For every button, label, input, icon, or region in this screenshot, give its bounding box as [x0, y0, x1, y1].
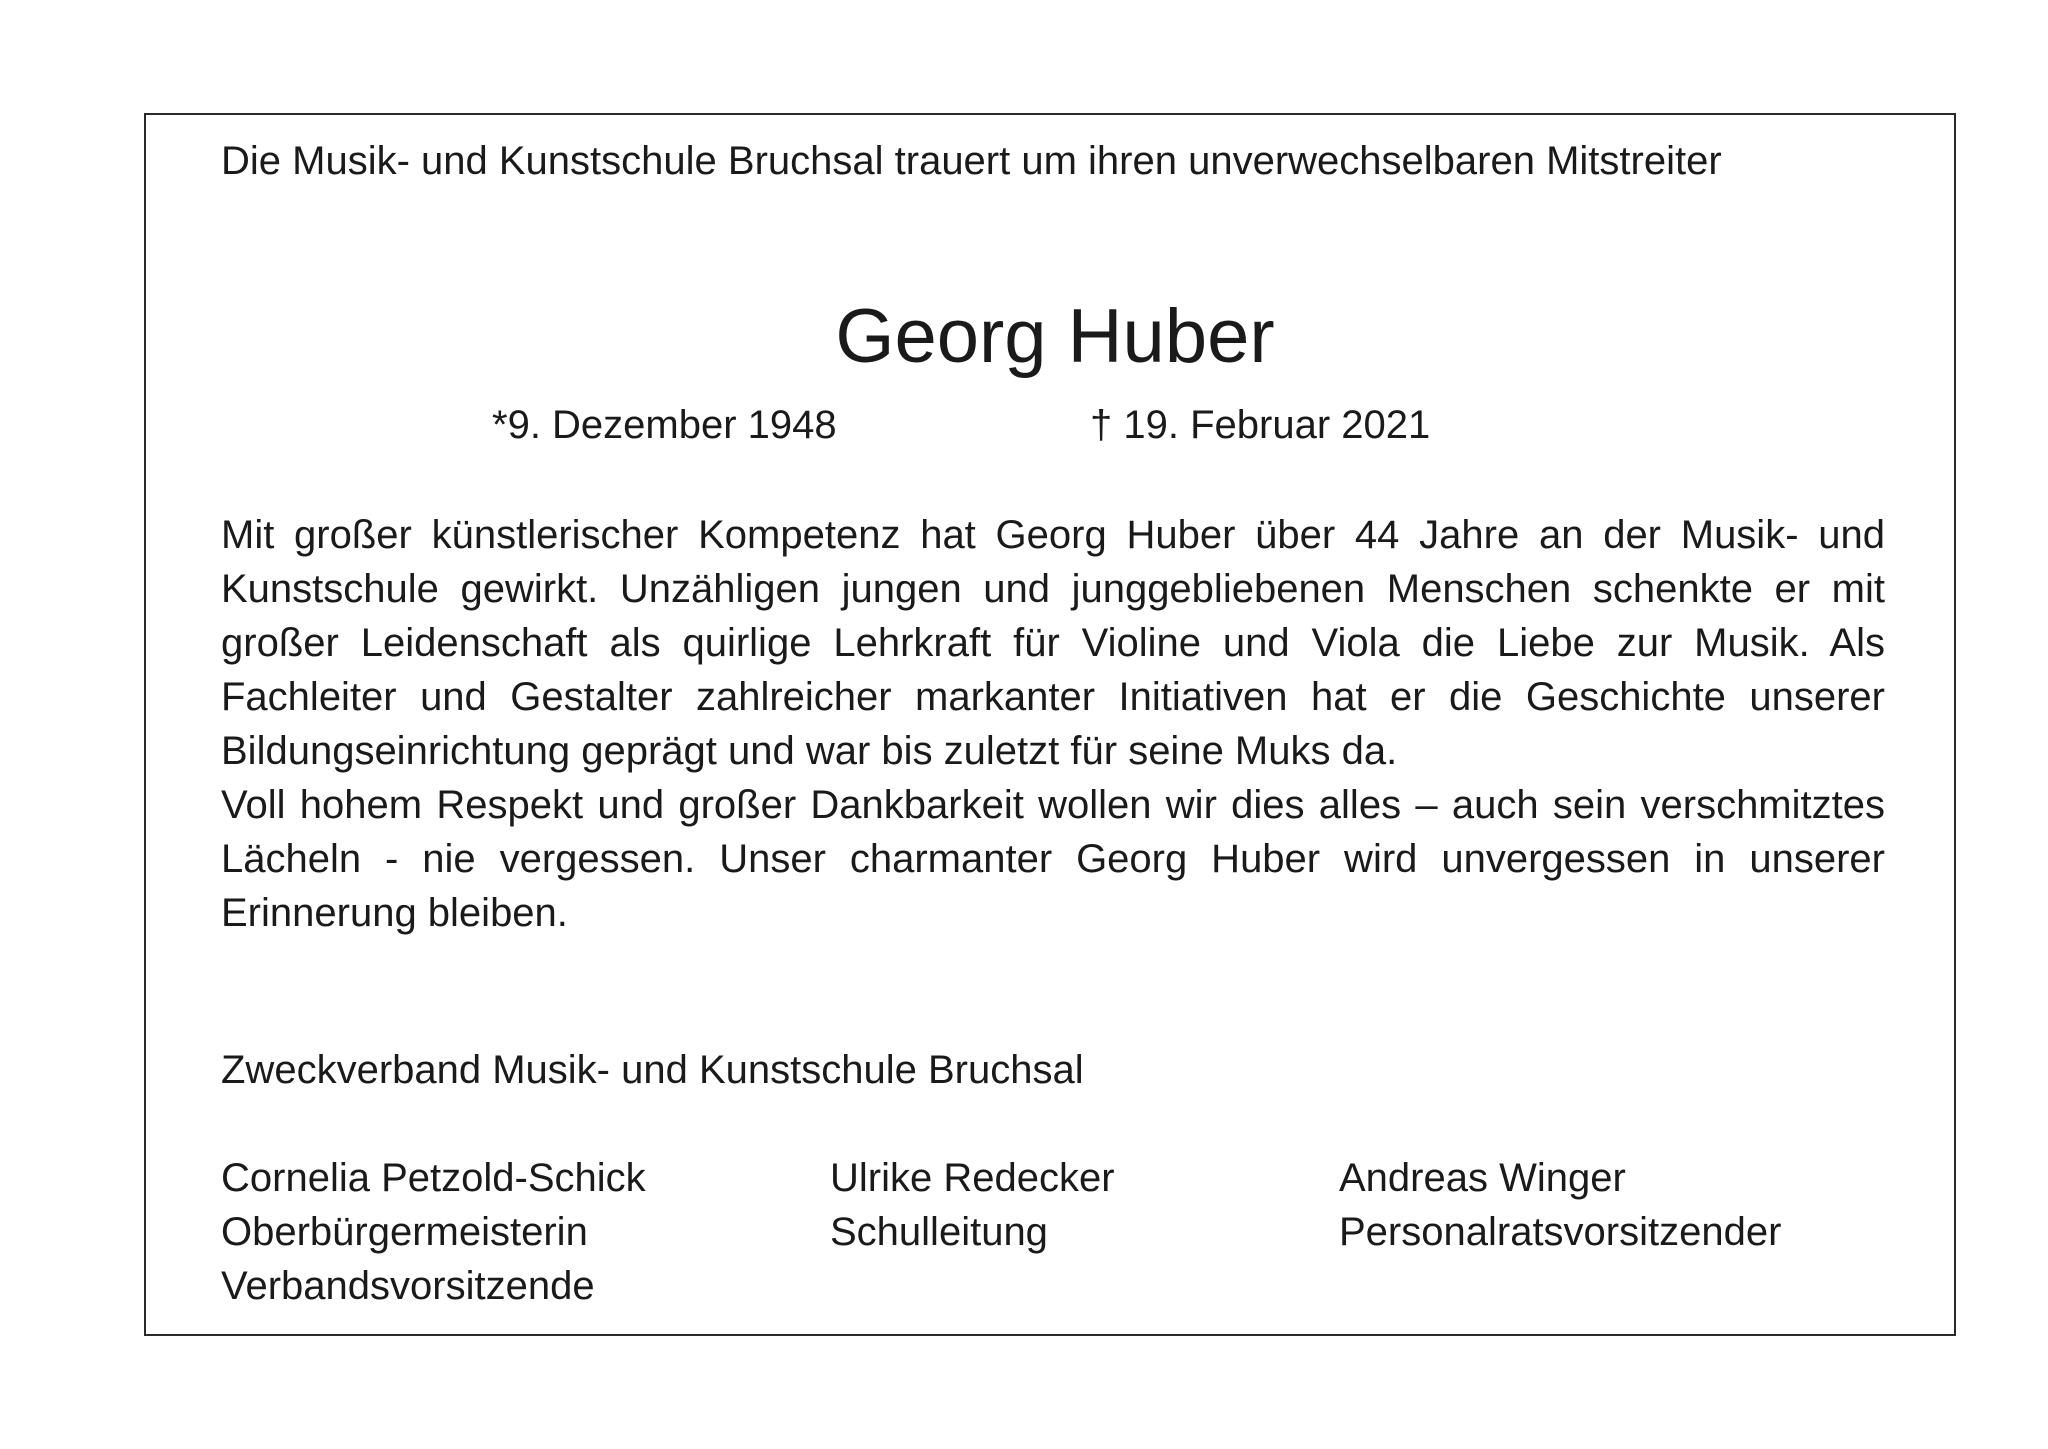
signatory-2	[830, 1151, 1115, 1259]
body-paragraph-1: Mit großer künstlerischer Kompetenz hat Georg Huber über 44 Jahre an der Musik- und Kunstschule gewirkt. Unzähligen jungen und junggebliebenen Menschen schenkte er mit großer Leidenschaft als quirlige Lehrkraft für Violine und Viola die Liebe zur Musik. Als Fachleiter und Gestalter zahlreicher markanter Initiativen hat er die Geschichte unserer Bildungseinrichtung geprägt und war bis zuletzt für seine Muks da.	[221, 513, 1885, 773]
signatory-name: Ulrike Redecker	[830, 1156, 1115, 1200]
obituary-body	[221, 508, 1885, 940]
signatory-1	[221, 1151, 646, 1313]
organization-name: Zweckverband Musik- und Kunstschule Bruchsal	[221, 1048, 1084, 1092]
signatory-role: Schulleitung	[830, 1210, 1048, 1254]
signatory-name: Cornelia Petzold-Schick	[221, 1156, 646, 1200]
death-date: † 19. Februar 2021	[1090, 403, 1431, 447]
signatory-role-2: Verbandsvorsitzende	[221, 1264, 595, 1308]
body-paragraph-2: Voll hohem Respekt und großer Dankbarkeit wollen wir dies alles – auch sein verschmitztes Lächeln - nie vergessen. Unser charmanter Georg Huber wird unvergessen in unserer Erinnerung bleiben.	[221, 783, 1885, 935]
birth-date: *9. Dezember 1948	[492, 403, 837, 447]
deceased-name: Georg Huber	[835, 294, 1275, 379]
signatory-name: Andreas Winger	[1339, 1156, 1626, 1200]
signatory-role: Oberbürgermeisterin	[221, 1210, 588, 1254]
signatory-3	[1339, 1151, 1781, 1259]
signatory-role: Personalratsvorsitzender	[1339, 1210, 1782, 1254]
intro-text: Die Musik- und Kunstschule Bruchsal trauert um ihren unverwechselbaren Mitstreiter	[221, 139, 1722, 183]
